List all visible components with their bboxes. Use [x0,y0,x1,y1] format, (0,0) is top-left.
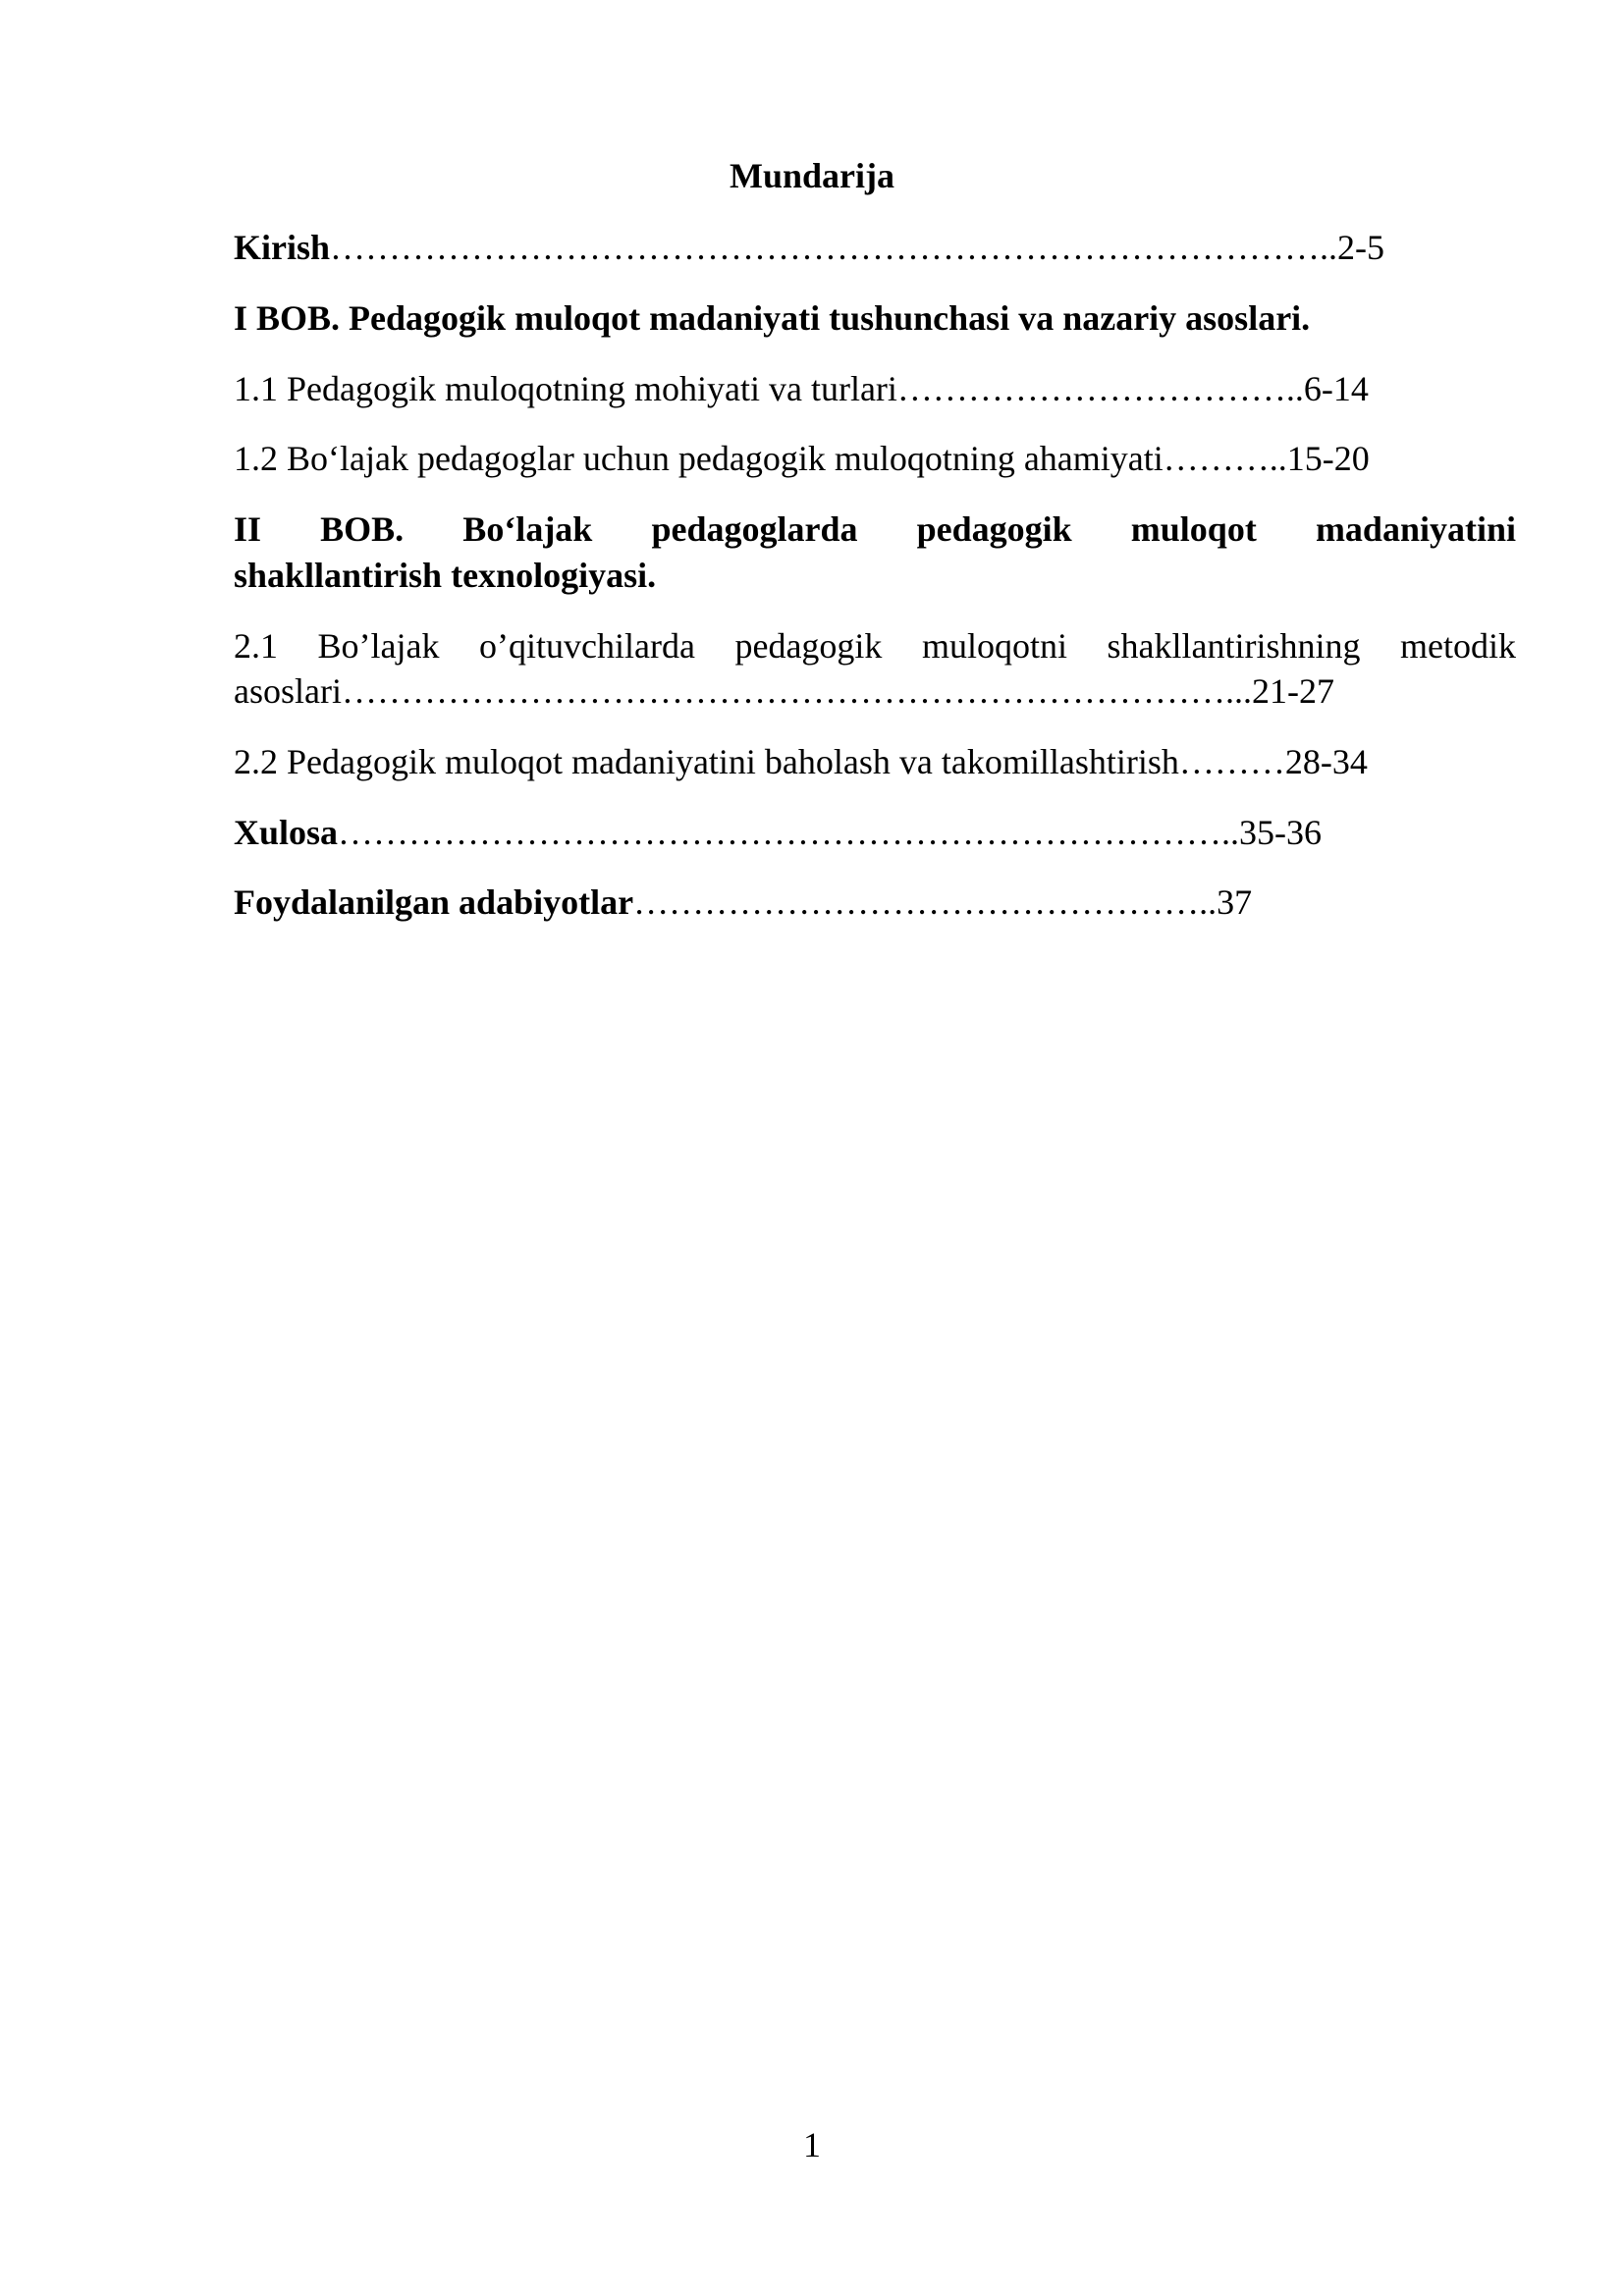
toc-entry-adabiyotlar [234,881,1252,924]
toc-leader: …………………………………………………………………... [341,671,1252,711]
toc-entry-label: asoslari [234,671,342,711]
toc-page-range: 2-5 [1337,228,1385,267]
toc-leader: ………………………………………………………………….. [338,813,1240,852]
toc-entry-label: Foydalanilgan adabiyotlar [234,882,634,922]
toc-leader: …………………………….. [896,369,1304,408]
toc-leader: ………………………………………………………………………….. [330,228,1338,267]
toc-entry-2-1 [234,669,1334,713]
page-number: 1 [803,2125,821,2164]
toc-page-range: 21-27 [1251,671,1334,711]
toc-page-range: 35-36 [1239,813,1323,852]
toc-entry-2-1-line1: 2.1 Bo’lajak o’qituvchilarda pedagogik muloqotni shakllantirishning metodik [234,626,1516,666]
toc-page-range: 6-14 [1303,369,1369,408]
toc-entry-kirish [234,226,1384,269]
toc-chapter-heading-1: I BOB. Pedagogik muloqot madaniyati tushunchasi va nazariy asoslari. [234,298,1311,338]
toc-leader: ……… [1178,742,1285,781]
toc-page-range: 15-20 [1286,439,1370,478]
toc-page-range: 37 [1217,882,1253,922]
toc-page-range: 28-34 [1284,742,1368,781]
toc-entry-label: Kirish [234,228,331,267]
toc-entry-label: 1.2 Bo‘lajak pedagoglar uchun pedagogik muloqotning ahamiyati [234,439,1164,478]
toc-entry-label: 1.1 Pedagogik muloqotning mohiyati va turlari [234,369,897,408]
toc-entry-xulosa [234,811,1322,854]
toc-leader: ……….. [1163,439,1287,478]
toc-entry-label: Xulosa [234,813,339,852]
toc-entry-1-1 [234,367,1369,410]
toc-title: Mundarija [729,156,894,195]
toc-leader: ………………………………………….. [633,882,1218,922]
toc-entry-label: 2.2 Pedagogik muloqot madaniyatini baholash va takomillashtirish [234,742,1179,781]
toc-chapter-heading-2-line1: II BOB. Bo‘lajak pedagoglarda pedagogik muloqot madaniyatini [234,509,1516,549]
toc-entry-1-2 [234,437,1370,480]
toc-chapter-heading-2-line2: shakllantirish texnologiyasi. [234,556,657,595]
toc-entry-2-2 [234,740,1368,783]
